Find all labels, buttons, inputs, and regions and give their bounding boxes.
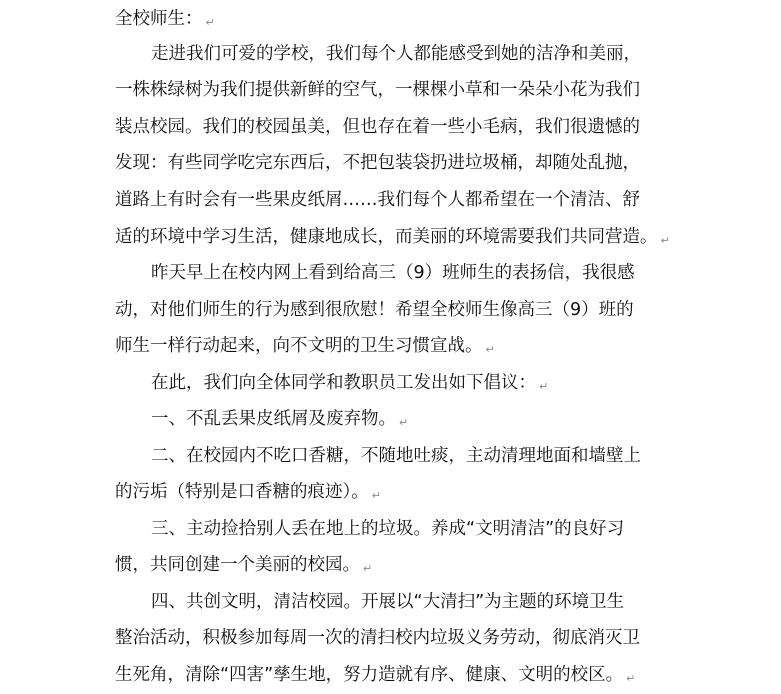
text-line	[115, 482, 381, 502]
line-text: 动，对他们师生的行为感到很欣慰！希望全校师生像高三（9）班的	[115, 300, 634, 320]
paragraph-mark-icon: ↵	[626, 672, 636, 685]
line-text: 昨天早上在校内网上看到给高三（9）班师生的表扬信，我很感	[151, 263, 635, 283]
line-text: 的污垢（特别是口香糖的痕迹）。	[115, 482, 369, 502]
text-line	[115, 153, 640, 173]
text-line	[115, 227, 670, 247]
line-text: 道路上有时会有一些果皮纸屑……我们每个人都希望在一个清洁、舒	[115, 190, 640, 210]
text-line	[115, 80, 640, 100]
line-text: 装点校园。我们的校园虽美，但也存在着一些小毛病，我们很遗憾的	[115, 117, 640, 137]
line-text: 二、在校园内不吃口香糖，不随地吐痰，主动清理地面和墙壁上	[151, 446, 641, 466]
greeting-line	[115, 9, 215, 29]
paragraph-mark-icon: ↵	[399, 416, 409, 429]
line-text: 适的环境中学习生活，健康地成长，而美丽的环境需要我们共同营造。	[115, 227, 658, 247]
line-text: 一株株绿树为我们提供新鲜的空气，一棵棵小草和一朵朵小花为我们	[115, 80, 640, 100]
text-line	[151, 263, 635, 283]
paragraph-mark-icon: ↵	[363, 562, 373, 575]
text-line	[115, 665, 635, 685]
line-text: 师生一样行动起来，向不文明的卫生习惯宣战。	[115, 336, 483, 356]
text-line	[115, 190, 640, 210]
line-text: 一、不乱丢果皮纸屑及废弃物。	[151, 409, 396, 429]
line-text: 发现：有些同学吃完东西后，不把包装袋扔进垃圾桶，却随处乱抛，	[115, 153, 640, 173]
line-text: 三、主动捡拾别人丢在地上的垃圾。养成“文明清洁”的良好习	[151, 519, 625, 539]
paragraph-mark-icon: ↵	[371, 489, 381, 502]
paragraph-mark-icon: ↵	[205, 16, 215, 29]
line-text: 整治活动，积极参加每周一次的清扫校内垃圾义务劳动，彻底消灭卫	[115, 628, 640, 648]
text-line	[151, 446, 641, 466]
paragraph-mark-icon: ↵	[485, 343, 495, 356]
text-line	[115, 555, 372, 575]
line-text: 走进我们可爱的学校，我们每个人都能感受到她的洁净和美丽，	[151, 44, 641, 64]
text-line	[151, 519, 624, 539]
text-line	[115, 628, 640, 648]
line-text: 惯，共同创建一个美丽的校园。	[115, 555, 360, 575]
line-text: 在此，我们向全体同学和教职员工发出如下倡议：	[151, 373, 536, 393]
greeting-text: 全校师生：	[115, 9, 203, 29]
line-text: 四、共创文明，清洁校园。开展以“大清扫”为主题的环境卫生	[151, 592, 625, 612]
text-line	[151, 592, 624, 612]
text-line	[115, 336, 495, 356]
text-line	[151, 373, 548, 393]
text-line	[115, 300, 634, 320]
text-line	[115, 117, 640, 137]
paragraph-mark-icon: ↵	[660, 234, 670, 247]
paragraph-mark-icon: ↵	[539, 380, 549, 393]
text-line	[151, 44, 641, 64]
text-line	[151, 409, 408, 429]
line-text: 生死角，清除“四害”孳生地，努力造就有序、健康、文明的校区。	[115, 665, 624, 685]
